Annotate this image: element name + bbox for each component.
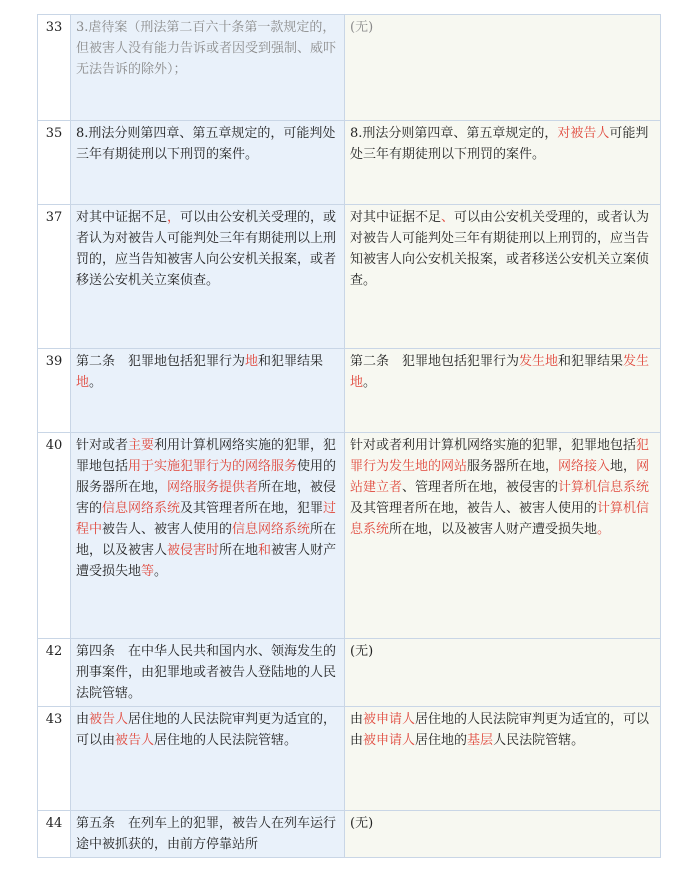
highlighted-change: 计算机信息系统 xyxy=(350,501,650,537)
text-segment: 被害人财产遭受损失地 xyxy=(76,543,337,579)
highlighted-change: 被告人 xyxy=(115,733,155,748)
table-row xyxy=(38,433,661,639)
text-segment: 可以由公安机关受理的，或者认为对被告人可能判处三年有期徒刑以上刑罚的，应当告知被害人向公安机关报案，或者移送公安机关立案侦查。 xyxy=(76,210,337,288)
text-segment: 和犯罪结果 xyxy=(258,354,324,369)
text-segment: 可以由公安机关受理的，或者认为对被告人可能判处三年有期徒刑以上刑罚的，应当告知被害人向公安机关报案，或者移送公安机关立案侦查。 xyxy=(350,210,650,288)
text-segment: 利用计算机网络实施的犯罪，犯罪地包括 xyxy=(76,438,337,474)
revised-text-cell xyxy=(345,121,661,205)
highlighted-change: 被申请人 xyxy=(363,733,416,748)
row-number: 33 xyxy=(38,15,71,121)
text-segment: 和犯罪结果 xyxy=(558,354,624,369)
table-row xyxy=(38,349,661,433)
text-segment: 8.刑法分则第四章、第五章规定的，可能判处三年有期徒刑以下刑罚的案件。 xyxy=(76,126,336,162)
highlighted-change: 过程中 xyxy=(76,501,337,537)
text-segment: 对其中证据不足 xyxy=(76,210,168,225)
text-segment: 被告人、被害人使用的 xyxy=(102,522,233,537)
revised-text-cell xyxy=(345,639,661,707)
highlighted-change: 信息网络系统 xyxy=(232,522,311,537)
revised-text-cell xyxy=(345,349,661,433)
revised-text-cell xyxy=(345,205,661,349)
text-segment: 3.虐待案（刑法第二百六十条第一款规定的，但被害人没有能力告诉或者因受到强制、威吓无法告诉的除外）； xyxy=(76,20,337,77)
highlighted-change: 基层 xyxy=(467,733,494,748)
table-row xyxy=(38,205,661,349)
highlighted-change: 被侵害时 xyxy=(167,543,220,558)
highlighted-change: 被申请人 xyxy=(363,712,416,727)
text-segment: 所在地 xyxy=(219,543,259,558)
revised-text-cell xyxy=(345,707,661,811)
table-row xyxy=(38,707,661,811)
text-segment: 人民法院管辖。 xyxy=(493,733,585,748)
highlighted-change: 犯罪行为发生地的网站 xyxy=(350,438,650,474)
revised-text-cell xyxy=(345,433,661,639)
row-number: 39 xyxy=(38,349,71,433)
highlighted-change: 、 xyxy=(441,210,455,225)
row-number: 44 xyxy=(38,811,71,858)
row-number: 42 xyxy=(38,639,71,707)
original-text-cell xyxy=(71,15,345,121)
row-number: 43 xyxy=(38,707,71,811)
highlighted-change: 地 xyxy=(76,375,90,390)
text-segment: 居住地的人民法院审判更为适宜的，可以由 xyxy=(350,712,650,748)
text-segment: 所在地，以及被害人 xyxy=(76,522,337,558)
original-text-cell xyxy=(71,433,345,639)
original-text-cell xyxy=(71,639,345,707)
text-segment: 由 xyxy=(76,712,90,727)
row-number: 35 xyxy=(38,121,71,205)
text-segment: 。 xyxy=(89,375,103,390)
highlighted-change: 被告人 xyxy=(89,712,129,727)
highlighted-change: 主要 xyxy=(128,438,155,453)
highlighted-change: 和 xyxy=(258,543,272,558)
text-segment: 。 xyxy=(363,375,377,390)
table-row xyxy=(38,121,661,205)
highlighted-change: 地 xyxy=(245,354,259,369)
highlighted-change: 信息网络系统 xyxy=(102,501,181,516)
highlighted-change: 网络接入 xyxy=(558,459,611,474)
highlighted-change: 等 xyxy=(141,564,155,579)
table-row xyxy=(38,639,661,707)
original-text-cell xyxy=(71,205,345,349)
highlighted-change: 网络服务提供者 xyxy=(167,480,259,495)
text-segment: 第五条 在列车上的犯罪，被告人在列车运行途中被抓获的，由前方停靠站所 xyxy=(76,816,337,852)
text-segment: 第四条 在中华人民共和国内水、领海发生的刑事案件，由犯罪地或者被告人登陆地的人民法院管辖。 xyxy=(76,644,337,701)
text-segment: (无) xyxy=(350,20,374,35)
text-segment: 居住地的人民法院审判更为适宜的，可以由 xyxy=(76,712,337,748)
text-segment: (无) xyxy=(350,644,374,659)
text-segment: 可能判处三年有期徒刑以下刑罚的案件。 xyxy=(350,126,649,162)
original-text-cell xyxy=(71,707,345,811)
text-segment: 针对或者 xyxy=(76,438,129,453)
law-comparison-table xyxy=(37,14,661,858)
text-segment: 对其中证据不足 xyxy=(350,210,442,225)
highlighted-change: 网站建立者 xyxy=(350,459,650,495)
table-row xyxy=(38,15,661,121)
row-number: 37 xyxy=(38,205,71,349)
text-segment: 所在地，被侵害的 xyxy=(76,480,337,516)
text-segment: 由 xyxy=(350,712,364,727)
text-segment: 使用的服务器所在地， xyxy=(76,459,337,495)
original-text-cell xyxy=(71,349,345,433)
highlighted-change: 。 xyxy=(597,522,611,537)
text-segment: 针对或者利用计算机网络实施的犯罪，犯罪地包括 xyxy=(350,438,637,453)
highlighted-change: 用于实施犯罪行为的网络服务 xyxy=(128,459,298,474)
text-segment: 居住地的 xyxy=(415,733,468,748)
text-segment: 及其管理者所在地，被告人、被害人使用的 xyxy=(350,501,598,516)
text-segment: (无) xyxy=(350,816,374,831)
highlighted-change: 计算机信息系统 xyxy=(558,480,650,495)
original-text-cell xyxy=(71,811,345,858)
text-segment: 居住地的人民法院管辖。 xyxy=(154,733,298,748)
highlighted-change: 对被告人 xyxy=(557,126,610,141)
highlighted-change: ， xyxy=(167,210,181,225)
text-segment: 。 xyxy=(154,564,168,579)
original-text-cell xyxy=(71,121,345,205)
text-segment: 服务器所在地， xyxy=(467,459,559,474)
text-segment: 及其管理者所在地，犯罪 xyxy=(180,501,324,516)
text-segment: 地， xyxy=(610,459,637,474)
text-segment: 8.刑法分则第四章、第五章规定的， xyxy=(350,126,558,141)
row-number: 40 xyxy=(38,433,71,639)
text-segment: 第二条 犯罪地包括犯罪行为 xyxy=(350,354,520,369)
highlighted-change: 发生地 xyxy=(350,354,650,390)
revised-text-cell xyxy=(345,811,661,858)
text-segment: 第二条 犯罪地包括犯罪行为 xyxy=(76,354,246,369)
highlighted-change: 发生地 xyxy=(519,354,559,369)
table-row xyxy=(38,811,661,858)
revised-text-cell xyxy=(345,15,661,121)
text-segment: 、管理者所在地，被侵害的 xyxy=(402,480,559,495)
text-segment: 所在地，以及被害人财产遭受损失地 xyxy=(389,522,598,537)
